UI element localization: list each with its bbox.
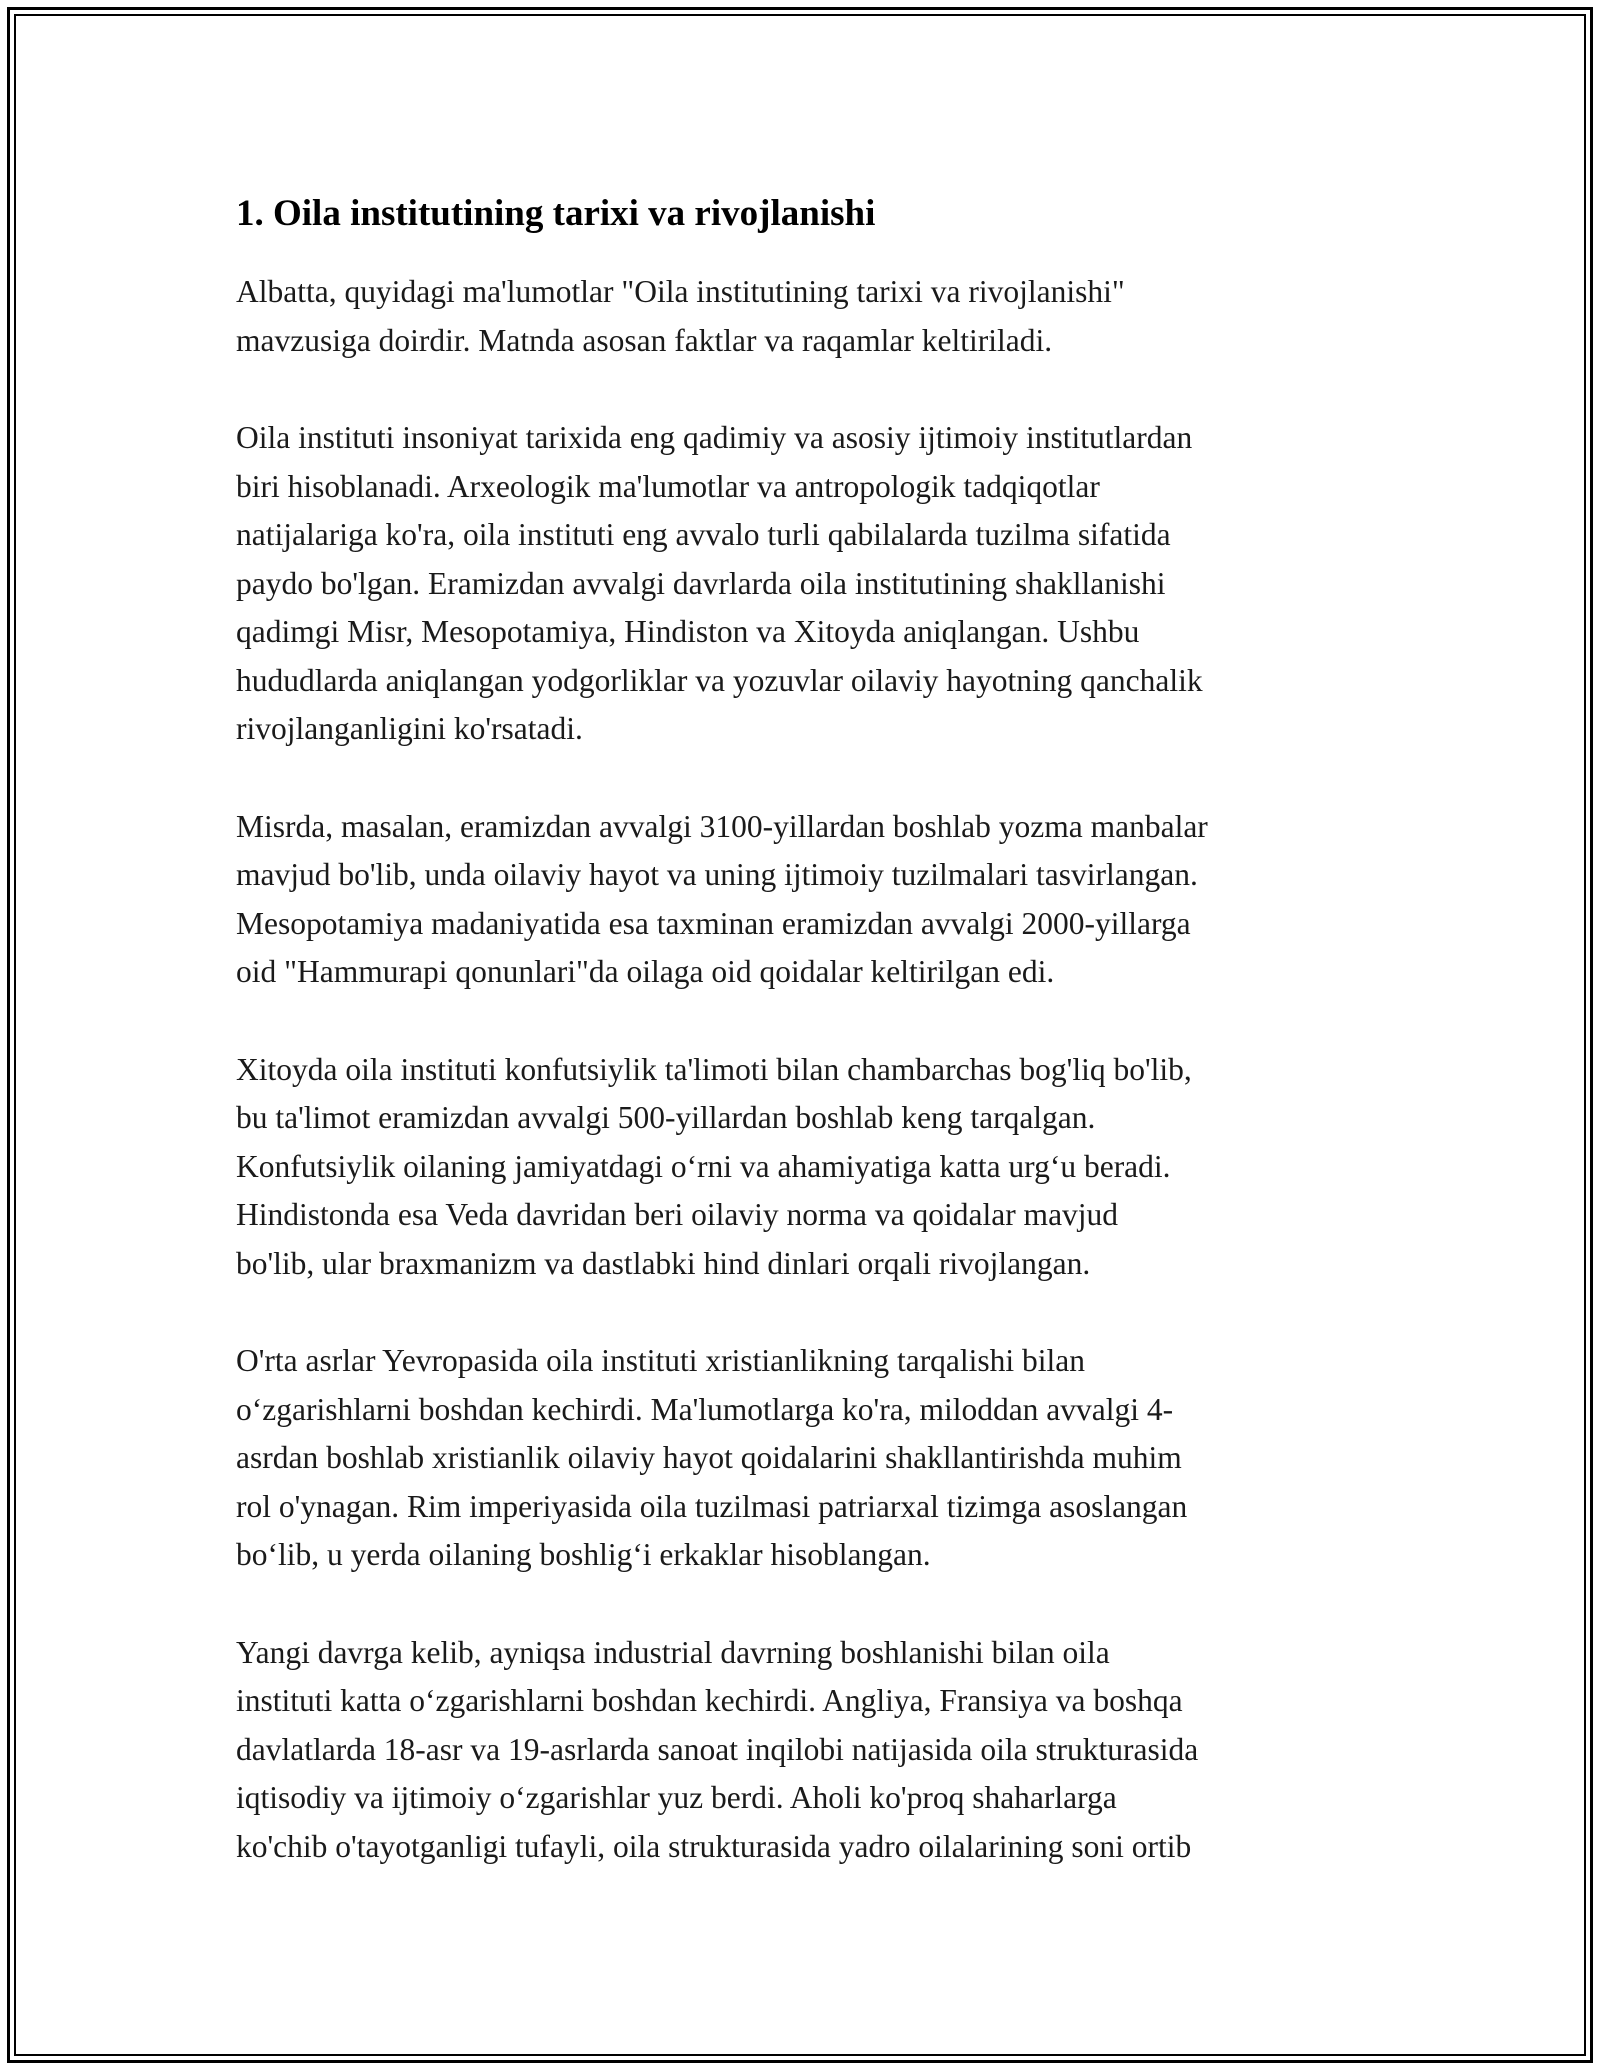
paragraph-china-india: Xitoyda oila instituti konfutsiylik ta'limoti bilan chambarchas bog'liq bo'lib, bu ta'limot eramizdan avvalgi 500-yillardan boshlab keng tarqalgan. Konfutsiylik oilaning jamiyatdagi o‘rni va ahamiyatiga katta urg‘u beradi. Hindistonda esa Veda davridan beri oilaviy norma va qoidalar mavjud bo'lib, ular braxmanizm va dastlabki hind dinlari orqali rivojlangan. — [236, 1051, 1192, 1281]
paragraph-middle-ages: O'rta asrlar Yevropasida oila instituti xristianlikning tarqalishi bilan o‘zgarishlarni boshdan kechirdi. Ma'lumotlarga ko'ra, miloddan avvalgi 4- asrdan boshlab xristianlik oilaviy hayot qoidalarini shakllantirishda muhim rol o'ynagan. Rim imperiyasida oila tuzilmasi patriarxal tizimga asoslangan bo‘lib, u yerda oilaning boshlig‘i erkaklar hisoblangan. — [236, 1343, 1188, 1572]
paragraph-modern-era: Yangi davrga kelib, ayniqsa industrial davrning boshlanishi bilan oila instituti katta o‘zgarishlarni boshdan kechirdi. Angliya, Fransiya va boshqa davlatlarda 18-asr va 19-asrlarda sanoat inqilobi natijasida oila strukturasida iqtisodiy va ijtimoiy o‘zgarishlar yuz berdi. Aholi ko'proq shaharlarga ko'chib o'tayotganligi tufayli, oila strukturasida yadro oilalarining soni ortib — [236, 1634, 1199, 1864]
document-title: 1. Oila institutining tarixi va rivojlanishi — [236, 193, 876, 234]
paragraph-intro: Albatta, quyidagi ma'lumotlar "Oila institutining tarixi va rivojlanishi" mavzusiga doirdir. Matnda asosan faktlar va raqamlar keltiriladi. — [236, 274, 1125, 358]
document-body — [236, 190, 1376, 1920]
paragraph-origins: Oila instituti insoniyat tarixida eng qadimiy va asosiy ijtimoiy institutlardan biri hisoblanadi. Arxeologik ma'lumotlar va antropologik tadqiqotlar natijalariga ko'ra, oila instituti eng avvalo turli qabilalarda tuzilma sifatida paydo bo'lgan. Eramizdan avvalgi davrlarda oila institutining shakllanishi qadimgi Misr, Mesopotamiya, Hindiston va Xitoyda aniqlangan. Ushbu hududlarda aniqlangan yodgorliklar va yozuvlar oilaviy hayotning qanchalik rivojlanganligini ko'rsatadi. — [236, 420, 1203, 746]
paragraph-egypt-mesopotamia: Misrda, masalan, eramizdan avvalgi 3100-yillardan boshlab yozma manbalar mavjud bo'lib, unda oilaviy hayot va uning ijtimoiy tuzilmalari tasvirlangan. Mesopotamiya madaniyatida esa taxminan eramizdan avvalgi 2000-yillarga oid "Hammurapi qonunlari"da oilaga oid qoidalar keltirilgan edi. — [236, 808, 1208, 989]
